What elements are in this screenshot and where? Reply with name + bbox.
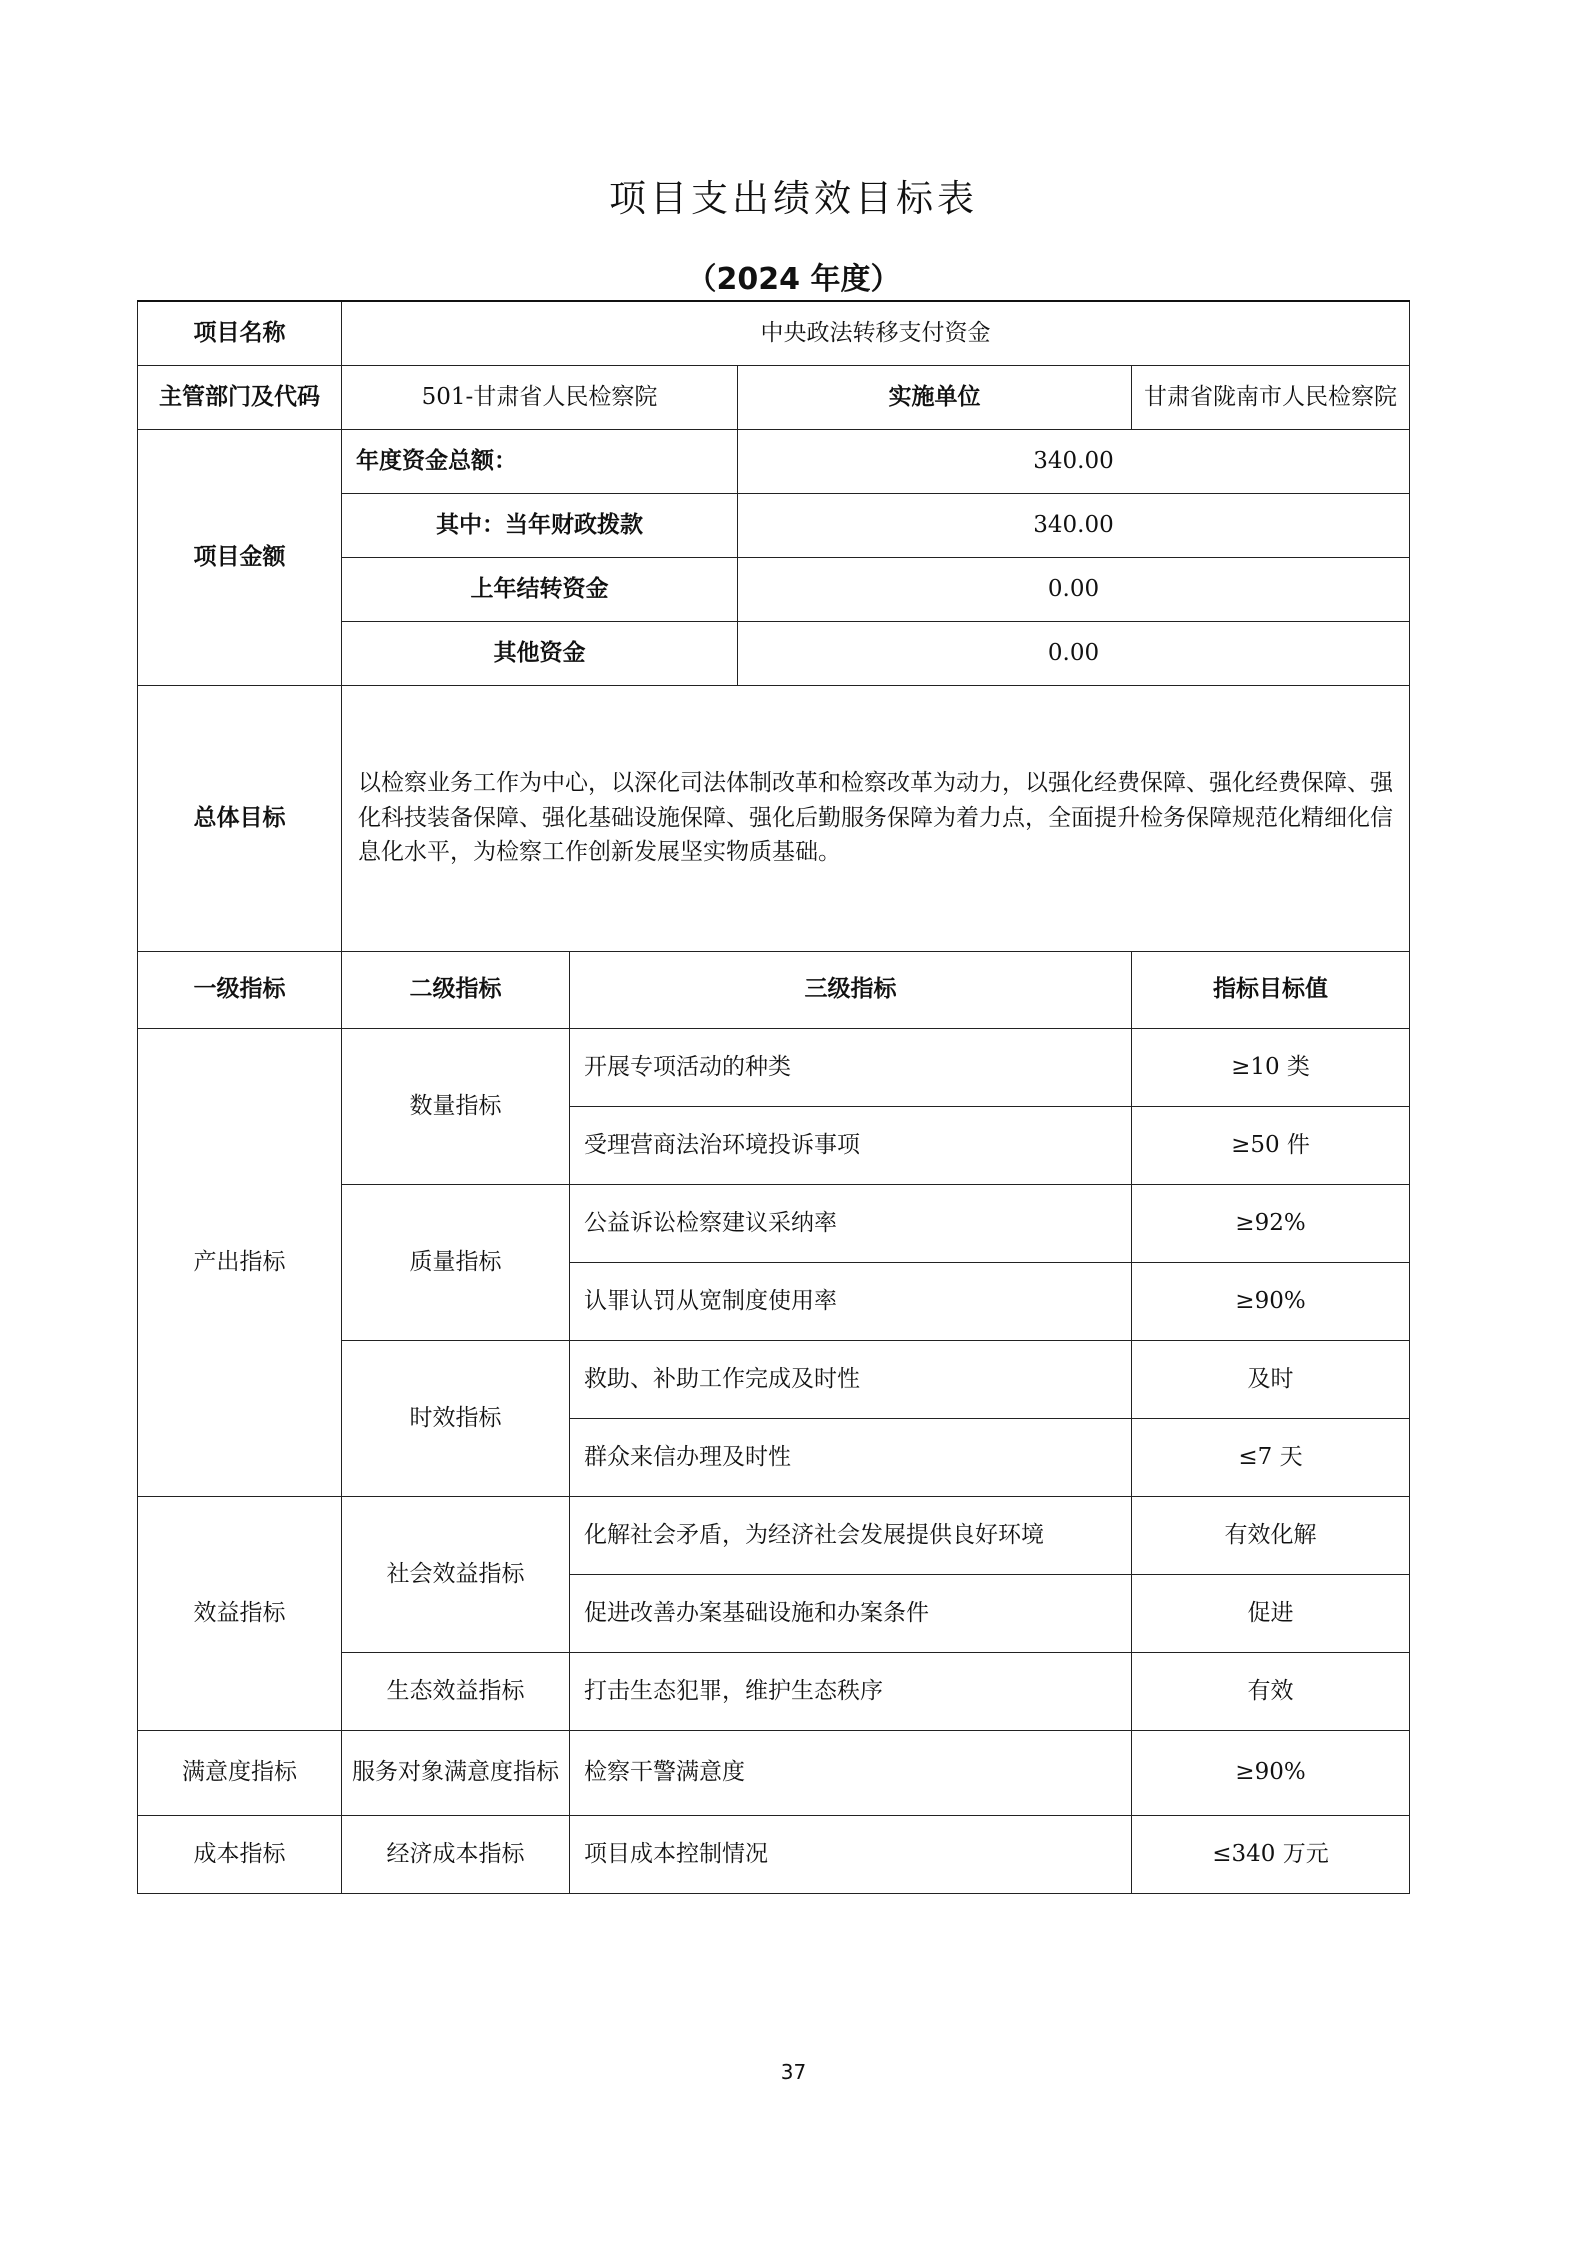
fund-total-label: 年度资金总额： — [342, 429, 738, 493]
fund-appropriation-label: 其中：当年财政拨款 — [342, 493, 738, 557]
level2-timeliness: 时效指标 — [342, 1340, 570, 1496]
level2-quality: 质量指标 — [342, 1184, 570, 1340]
target-value: ≤340 万元 — [1132, 1815, 1410, 1893]
overall-goal-label: 总体目标 — [138, 685, 342, 951]
impl-unit-label: 实施单位 — [738, 365, 1132, 429]
fund-row — [138, 429, 1410, 493]
funds-label: 项目金额 — [138, 429, 342, 685]
target-value: ≥50 件 — [1132, 1106, 1410, 1184]
table-row — [138, 1730, 1410, 1815]
document-year: （2024 年度） — [686, 262, 901, 297]
table-row — [138, 1815, 1410, 1893]
level1-cost: 成本指标 — [138, 1815, 342, 1893]
project-name-value: 中央政法转移支付资金 — [342, 301, 1410, 365]
target-value: 有效化解 — [1132, 1496, 1410, 1574]
overall-goal-text: 以检察业务工作为中心，以深化司法体制改革和检察改革为动力，以强化经费保障、强化经费保障、强化科技装备保障、强化基础设施保障、强化后勤服务保障为着力点，全面提升检务保障规范化精细化信息化水平，为检察工作创新发展坚实物质基础。 — [342, 685, 1410, 951]
level3-name: 项目成本控制情况 — [570, 1815, 1132, 1893]
level1-benefit: 效益指标 — [138, 1496, 342, 1730]
fund-total-value: 340.00 — [738, 429, 1410, 493]
level3-name: 促进改善办案基础设施和办案条件 — [570, 1574, 1132, 1652]
impl-unit-value: 甘肃省陇南市人民检察院 — [1132, 365, 1410, 429]
performance-target-table — [137, 300, 1410, 1894]
level3-name: 救助、补助工作完成及时性 — [570, 1340, 1132, 1418]
level3-name: 检察干警满意度 — [570, 1730, 1132, 1815]
indicator-header-row — [138, 951, 1410, 1028]
level3-name: 公益诉讼检察建议采纳率 — [570, 1184, 1132, 1262]
fund-other-label: 其他资金 — [342, 621, 738, 685]
document-title: 项目支出绩效目标表 — [609, 177, 978, 220]
fund-carryover-value: 0.00 — [738, 557, 1410, 621]
level2-service: 服务对象满意度指标 — [342, 1730, 570, 1815]
header-target: 指标目标值 — [1132, 951, 1410, 1028]
target-value: ≥90% — [1132, 1262, 1410, 1340]
department-row — [138, 365, 1410, 429]
table-row — [138, 1028, 1410, 1106]
level3-name: 受理营商法治环境投诉事项 — [570, 1106, 1132, 1184]
target-value: ≥10 类 — [1132, 1028, 1410, 1106]
target-value: 有效 — [1132, 1652, 1410, 1730]
dept-value: 501-甘肃省人民检察院 — [342, 365, 738, 429]
target-value: 促进 — [1132, 1574, 1410, 1652]
level1-satisfaction: 满意度指标 — [138, 1730, 342, 1815]
header-level1: 一级指标 — [138, 951, 342, 1028]
level2-ecological: 生态效益指标 — [342, 1652, 570, 1730]
fund-other-value: 0.00 — [738, 621, 1410, 685]
dept-label: 主管部门及代码 — [138, 365, 342, 429]
level3-name: 认罪认罚从宽制度使用率 — [570, 1262, 1132, 1340]
level3-name: 化解社会矛盾，为经济社会发展提供良好环境 — [570, 1496, 1132, 1574]
project-name-row — [138, 301, 1410, 365]
overall-goal-row — [138, 685, 1410, 951]
project-name-label: 项目名称 — [138, 301, 342, 365]
table-row — [138, 1496, 1410, 1574]
level2-social: 社会效益指标 — [342, 1496, 570, 1652]
level3-name: 群众来信办理及时性 — [570, 1418, 1132, 1496]
level3-name: 打击生态犯罪，维护生态秩序 — [570, 1652, 1132, 1730]
fund-appropriation-value: 340.00 — [738, 493, 1410, 557]
target-value: ≥92% — [1132, 1184, 1410, 1262]
target-value: ≤7 天 — [1132, 1418, 1410, 1496]
level2-quantity: 数量指标 — [342, 1028, 570, 1184]
header-level3: 三级指标 — [570, 951, 1132, 1028]
level1-output: 产出指标 — [138, 1028, 342, 1496]
level2-economic: 经济成本指标 — [342, 1815, 570, 1893]
target-value: ≥90% — [1132, 1730, 1410, 1815]
target-value: 及时 — [1132, 1340, 1410, 1418]
page-number: 37 — [780, 2060, 807, 2084]
fund-carryover-label: 上年结转资金 — [342, 557, 738, 621]
header-level2: 二级指标 — [342, 951, 570, 1028]
level3-name: 开展专项活动的种类 — [570, 1028, 1132, 1106]
